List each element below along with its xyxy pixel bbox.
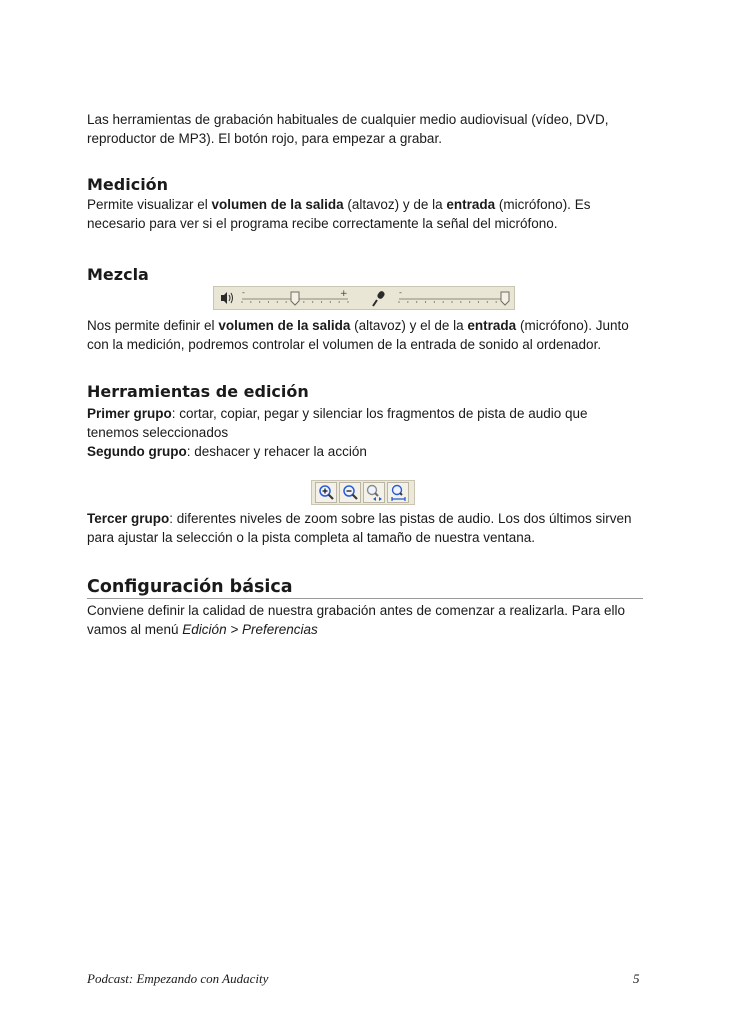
zoom-in-button[interactable] xyxy=(315,482,337,503)
primer-grupo-label: Primer grupo xyxy=(87,406,172,421)
medicion-text-d: entrada xyxy=(446,197,496,212)
medicion-text-e: (micrófono). Es xyxy=(495,197,591,212)
intro-paragraph xyxy=(87,110,647,148)
segundo-grupo-text: : deshacer y rehacer la acción xyxy=(186,444,367,459)
footer-title: Podcast: Empezando con Audacity xyxy=(87,971,269,986)
svg-text:+: + xyxy=(340,289,348,299)
config-line-2-a: vamos al menú xyxy=(87,622,183,637)
intro-line-1: Las herramientas de grabación habituales de cualquier medio audiovisual (vídeo, DVD, xyxy=(87,112,609,127)
fit-selection-icon xyxy=(365,484,383,502)
tercer-grupo-paragraph xyxy=(87,509,647,547)
zoom-toolbar xyxy=(311,480,415,505)
mixer-toolbar-graphic xyxy=(214,287,514,309)
input-volume-slider[interactable] xyxy=(399,288,509,305)
fit-selection-button[interactable] xyxy=(363,482,385,503)
mixer-toolbar xyxy=(213,286,515,310)
medicion-paragraph xyxy=(87,195,647,233)
medicion-line-2: necesario para ver si el programa recibe correctamente la señal del micrófono. xyxy=(87,216,558,231)
fit-project-button[interactable] xyxy=(387,482,409,503)
page-number: 5 xyxy=(633,971,640,986)
mezcla-text-d: entrada xyxy=(467,318,517,333)
heading-edicion: Herramientas de edición xyxy=(87,382,309,401)
mezcla-line-2: con la medición, podremos controlar el volumen de la entrada de sonido al ordenador. xyxy=(87,337,602,352)
primer-grupo-text-b: tenemos seleccionados xyxy=(87,425,229,440)
output-volume-slider[interactable] xyxy=(242,288,348,305)
medicion-text-a: Permite visualizar el xyxy=(87,197,212,212)
mezcla-paragraph xyxy=(87,316,647,354)
tercer-grupo-text-a: : diferentes niveles de zoom sobre las pistas de audio. Los dos últimos sirven xyxy=(169,511,632,526)
fit-project-icon xyxy=(389,484,407,502)
mezcla-text-b: volumen de la salida xyxy=(218,318,351,333)
microphone-icon xyxy=(373,290,386,306)
zoom-in-icon xyxy=(317,484,335,502)
tercer-grupo-label: Tercer grupo xyxy=(87,511,170,526)
mezcla-text-a: Nos permite definir el xyxy=(87,318,219,333)
svg-text:-: - xyxy=(242,288,245,297)
zoom-out-icon xyxy=(341,484,359,502)
zoom-out-button[interactable] xyxy=(339,482,361,503)
svg-text:-: - xyxy=(399,288,402,297)
tercer-grupo-text-b: para ajustar la selección o la pista completa al tamaño de nuestra ventana. xyxy=(87,530,536,545)
config-line-1: Conviene definir la calidad de nuestra grabación antes de comenzar a realizarla. Para ello xyxy=(87,603,626,618)
medicion-text-c: (altavoz) y de la xyxy=(343,197,447,212)
heading-config-rule xyxy=(87,598,643,599)
medicion-text-b: volumen de la salida xyxy=(211,197,344,212)
edicion-paragraph xyxy=(87,404,647,461)
config-menu-path: Edición > Preferencias xyxy=(182,622,318,637)
config-paragraph xyxy=(87,601,647,639)
input-volume-thumb[interactable] xyxy=(501,292,509,305)
output-volume-thumb[interactable] xyxy=(291,292,299,305)
segundo-grupo-label: Segundo grupo xyxy=(87,444,187,459)
speaker-icon xyxy=(221,292,233,304)
heading-config: Configuración básica xyxy=(87,577,293,597)
mezcla-text-c: (altavoz) y el de la xyxy=(350,318,468,333)
heading-medicion: Medición xyxy=(87,175,169,194)
mezcla-text-e: (micrófono). Junto xyxy=(516,318,629,333)
heading-mezcla: Mezcla xyxy=(87,265,149,284)
primer-grupo-text-a: : cortar, copiar, pegar y silenciar los fragmentos de pista de audio que xyxy=(171,406,588,421)
intro-line-2: reproductor de MP3). El botón rojo, para empezar a grabar. xyxy=(87,131,442,146)
